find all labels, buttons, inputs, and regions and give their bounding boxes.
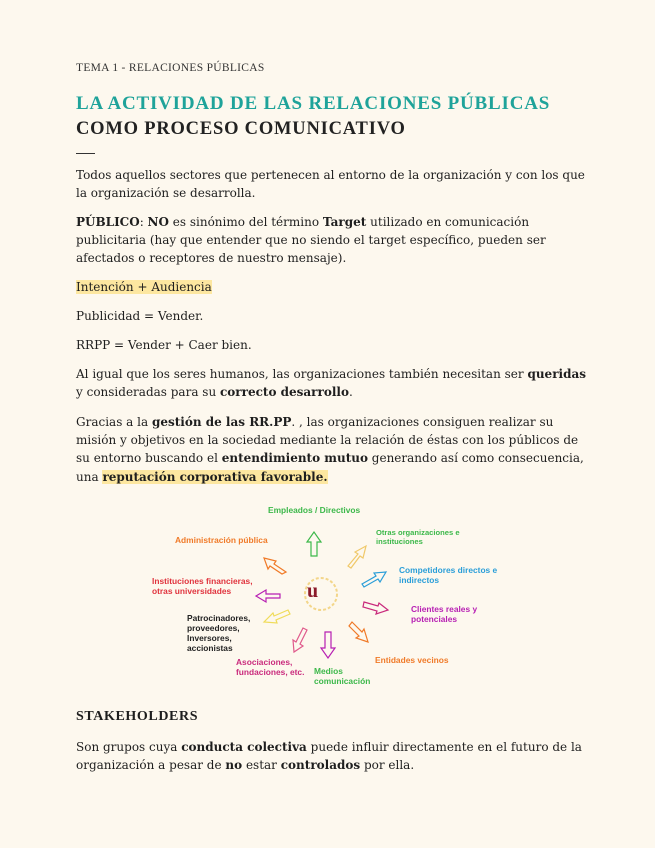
paragraph-gestion [76, 413, 586, 486]
paragraph-publicidad: Publicidad = Vender. [76, 309, 204, 323]
main-title-line2: COMO PROCESO COMUNICATIVO [76, 119, 406, 139]
text: por ella. [360, 758, 415, 773]
arrow-up-icon [307, 532, 321, 556]
term-correcto-desarrollo: correcto desarrollo [220, 385, 349, 400]
label-asociaciones [236, 657, 304, 677]
university-logo: u [307, 580, 319, 602]
text: generando así como consecuencia, una [76, 451, 584, 484]
label-line: Asociaciones, [236, 657, 293, 667]
arrow-right-icon [362, 572, 386, 587]
label-line: Otras organizaciones e [376, 528, 460, 537]
arrow-upper-left-icon [264, 558, 286, 574]
arrow-down-left-icon [293, 628, 307, 652]
label-line: accionistas [187, 643, 233, 653]
term-controlados: controlados [280, 758, 361, 773]
main-title-line1: LA ACTIVIDAD DE LAS RELACIONES PÚBLICAS [76, 93, 551, 114]
term-conducta-colectiva: conducta colectiva [181, 740, 307, 754]
term-entendimiento-mutuo: entendimiento mutuo [221, 451, 368, 466]
text: estar [242, 758, 281, 773]
arrow-lower-right-icon [363, 602, 388, 614]
text: Son grupos cuya [76, 740, 182, 754]
paragraph-publico [76, 213, 586, 268]
text: . [348, 385, 353, 400]
text: Al igual que los seres humanos, las organizaciones también necesitan ser [76, 367, 528, 381]
arrow-upper-right-icon [348, 546, 366, 568]
label-clientes [411, 604, 477, 624]
label-patrocinadores [187, 613, 250, 653]
label-line: indirectos [399, 575, 440, 585]
text: y consideradas para su [76, 385, 220, 400]
paragraph-organizaciones [76, 365, 586, 401]
label-otras-organizaciones [376, 528, 460, 546]
text: : [139, 215, 148, 229]
document-header: TEMA 1 - RELACIONES PÚBLICAS [76, 62, 265, 74]
paragraph-definition: Todos aquellos sectores que pertenecen al entorno de la organización y con los que la organización se desarrolla. [76, 168, 585, 201]
arrow-left-icon [256, 590, 280, 602]
label-line: proveedores, [187, 623, 240, 633]
label-entidades: Entidades vecinos [375, 655, 449, 665]
term-gestion-rrpp: gestión de las RR.PP [151, 415, 292, 429]
text: puede influir directamente en el futuro de la organización a pesar de [76, 740, 582, 773]
highlighted-intencion-audiencia: Intención + Audiencia [76, 280, 212, 294]
term-reputacion-corporativa: reputación corporativa favorable. [102, 469, 328, 484]
label-line: otras universidades [152, 586, 232, 596]
term-no: NO [147, 215, 169, 229]
label-medios [314, 666, 370, 686]
label-line: Clientes reales y [411, 604, 478, 614]
arrow-down-right-icon [349, 622, 368, 642]
arrow-down-icon [321, 632, 335, 658]
label-competidores [399, 565, 497, 585]
label-instituciones [152, 576, 253, 596]
stakeholders-diagram [140, 498, 510, 690]
label-empleados: Empleados / Directivos [268, 505, 361, 515]
term-queridas: queridas [527, 367, 586, 381]
paragraph-intencion [76, 278, 586, 296]
text: es sinónimo del término [168, 215, 323, 229]
paragraph-stakeholders [76, 738, 586, 774]
label-line: Medios [314, 666, 343, 676]
label-line: fundaciones, etc. [236, 667, 305, 677]
label-line: Competidores directos e [399, 565, 498, 575]
text: . , las organizaciones consiguen realizar su misión y objetivos en la sociedad mediante la relación de éstas con los públicos de su entorno buscando el [76, 415, 579, 466]
label-line: instituciones [376, 537, 423, 546]
paragraph-rrpp: RRPP = Vender + Caer bien. [76, 338, 252, 352]
label-line: Patrocinadores, [187, 613, 251, 623]
label-line: potenciales [411, 614, 458, 624]
term-target: Target [322, 215, 367, 229]
title-divider [76, 153, 95, 154]
text: utilizado en comunicación publicitaria (hay que entender que no siendo el target específico, pueden ser afectados o receptores de nuestro mensaje). [76, 215, 546, 266]
term-no: no [225, 758, 243, 773]
label-line: Inversores, [187, 633, 232, 643]
term-publico: PÚBLICO [76, 215, 140, 229]
label-line: comunicación [314, 676, 371, 686]
label-line: Instituciones financieras, [152, 576, 253, 586]
arrow-lower-left-icon [264, 610, 290, 623]
stakeholders-heading: STAKEHOLDERS [76, 709, 199, 724]
text: Gracias a la [76, 415, 152, 429]
label-administracion: Administración pública [175, 535, 268, 545]
